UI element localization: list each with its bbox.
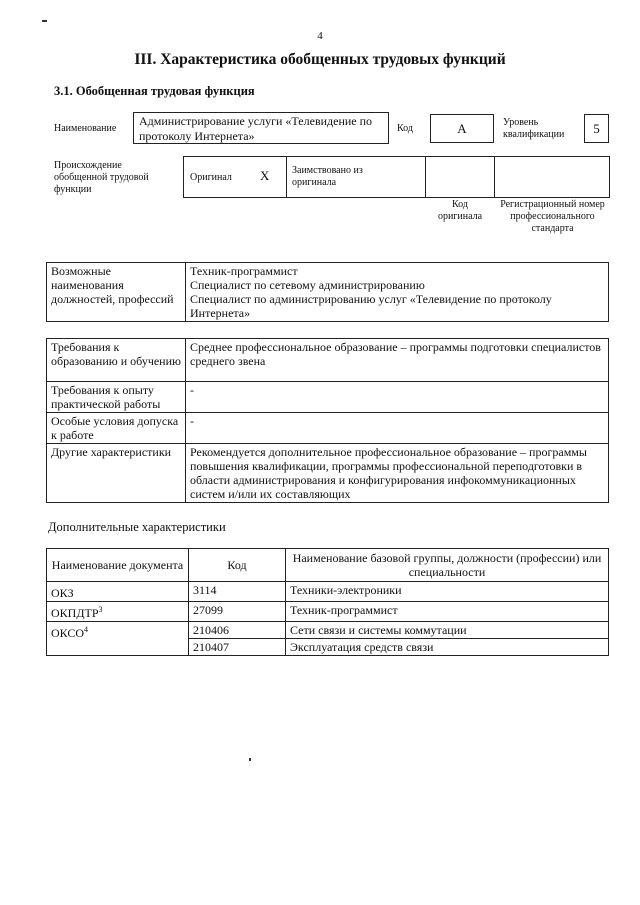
header-name: Наименование базовой группы, должности (профессии) или специальности — [286, 549, 609, 582]
doc-footnote: 4 — [84, 625, 89, 634]
code-value: A — [457, 121, 467, 136]
table-row — [47, 602, 609, 622]
position-item: Специалист по администрированию услуг «Телевидение по протоколу Интернета» — [190, 292, 552, 320]
level-value-box — [584, 114, 609, 143]
requirement-value: Среднее профессиональное образование – программы подготовки специалистов среднего звена — [186, 339, 609, 382]
additional-table — [46, 548, 609, 656]
table-row — [47, 382, 609, 413]
name-label: Наименование — [54, 123, 117, 134]
code-label: Код — [397, 123, 413, 134]
table-row — [47, 582, 609, 602]
origin-divider-2 — [425, 156, 426, 198]
name-cell: Эксплуатация средств связи — [286, 639, 609, 656]
level-label: Уровень квалификации — [503, 117, 565, 140]
name-cell: Техники-электроники — [286, 582, 609, 602]
doc-footnote: 3 — [98, 605, 103, 614]
requirements-table — [46, 338, 609, 503]
table-row — [47, 444, 609, 503]
header-code: Код — [189, 549, 286, 582]
table-row — [47, 622, 609, 639]
table-row — [47, 413, 609, 444]
original-label: Оригинал — [190, 172, 232, 183]
requirement-label: Другие характеристики — [47, 444, 186, 503]
code-cell: 210407 — [189, 639, 286, 656]
code-cell: 27099 — [189, 602, 286, 622]
position-item: Специалист по сетевому администрированию — [190, 278, 425, 292]
code-original-caption: Код оригинала — [437, 199, 483, 222]
origin-divider-1 — [286, 156, 287, 198]
name-cell: Техник-программист — [286, 602, 609, 622]
requirement-label: Требования к образованию и обучению — [47, 339, 186, 382]
position-item: Техник-программист — [190, 264, 298, 278]
name-cell: Сети связи и системы коммутации — [286, 622, 609, 639]
reg-number-caption: Регистрационный номер профессионального стандарта — [500, 199, 605, 234]
positions-table — [46, 262, 609, 322]
page-number: 4 — [317, 30, 323, 42]
requirement-value: - — [186, 382, 609, 413]
name-value-box — [133, 112, 389, 144]
doc-name: ОКПДТР — [51, 606, 99, 620]
doc-cell — [47, 622, 189, 656]
positions-label: Возможные наименования должностей, профессий — [47, 263, 186, 322]
table-row — [47, 339, 609, 382]
name-value: Администрирование услуги «Телевидение по протоколу Интернета» — [139, 114, 373, 143]
requirement-value: - — [186, 413, 609, 444]
level-value: 5 — [593, 121, 600, 136]
requirement-value: Рекомендуется дополнительное профессиональное образование – программы повышения квалификации, программы профессиональной переподготовки в области администрирования и конфигурирования инфокоммуникационных систем и/или их составляющих — [186, 444, 609, 503]
code-cell: 210406 — [189, 622, 286, 639]
additional-title: Дополнительные характеристики — [48, 520, 226, 534]
scan-mark — [249, 758, 251, 761]
scan-mark — [42, 20, 47, 22]
positions-list — [186, 263, 609, 322]
doc-cell — [47, 602, 189, 622]
doc-name: ОКСО — [51, 626, 85, 640]
table-header-row — [47, 549, 609, 582]
borrowed-label: Заимствовано из оригинала — [292, 165, 363, 188]
doc-name: ОКЗ — [51, 586, 74, 600]
requirement-label: Требования к опыту практической работы — [47, 382, 186, 413]
section-title: III. Характеристика обобщенных трудовых функций — [134, 51, 506, 68]
origin-label: Происхождение обобщенной трудовой функции — [54, 160, 149, 195]
requirement-label: Особые условия допуска к работе — [47, 413, 186, 444]
original-mark: X — [260, 168, 270, 183]
code-cell: 3114 — [189, 582, 286, 602]
header-document: Наименование документа — [47, 549, 189, 582]
origin-divider-3 — [494, 156, 495, 198]
code-value-box — [430, 114, 494, 143]
doc-cell — [47, 582, 189, 602]
subsection-title: 3.1. Обобщенная трудовая функция — [54, 84, 255, 98]
table-row — [47, 263, 609, 322]
